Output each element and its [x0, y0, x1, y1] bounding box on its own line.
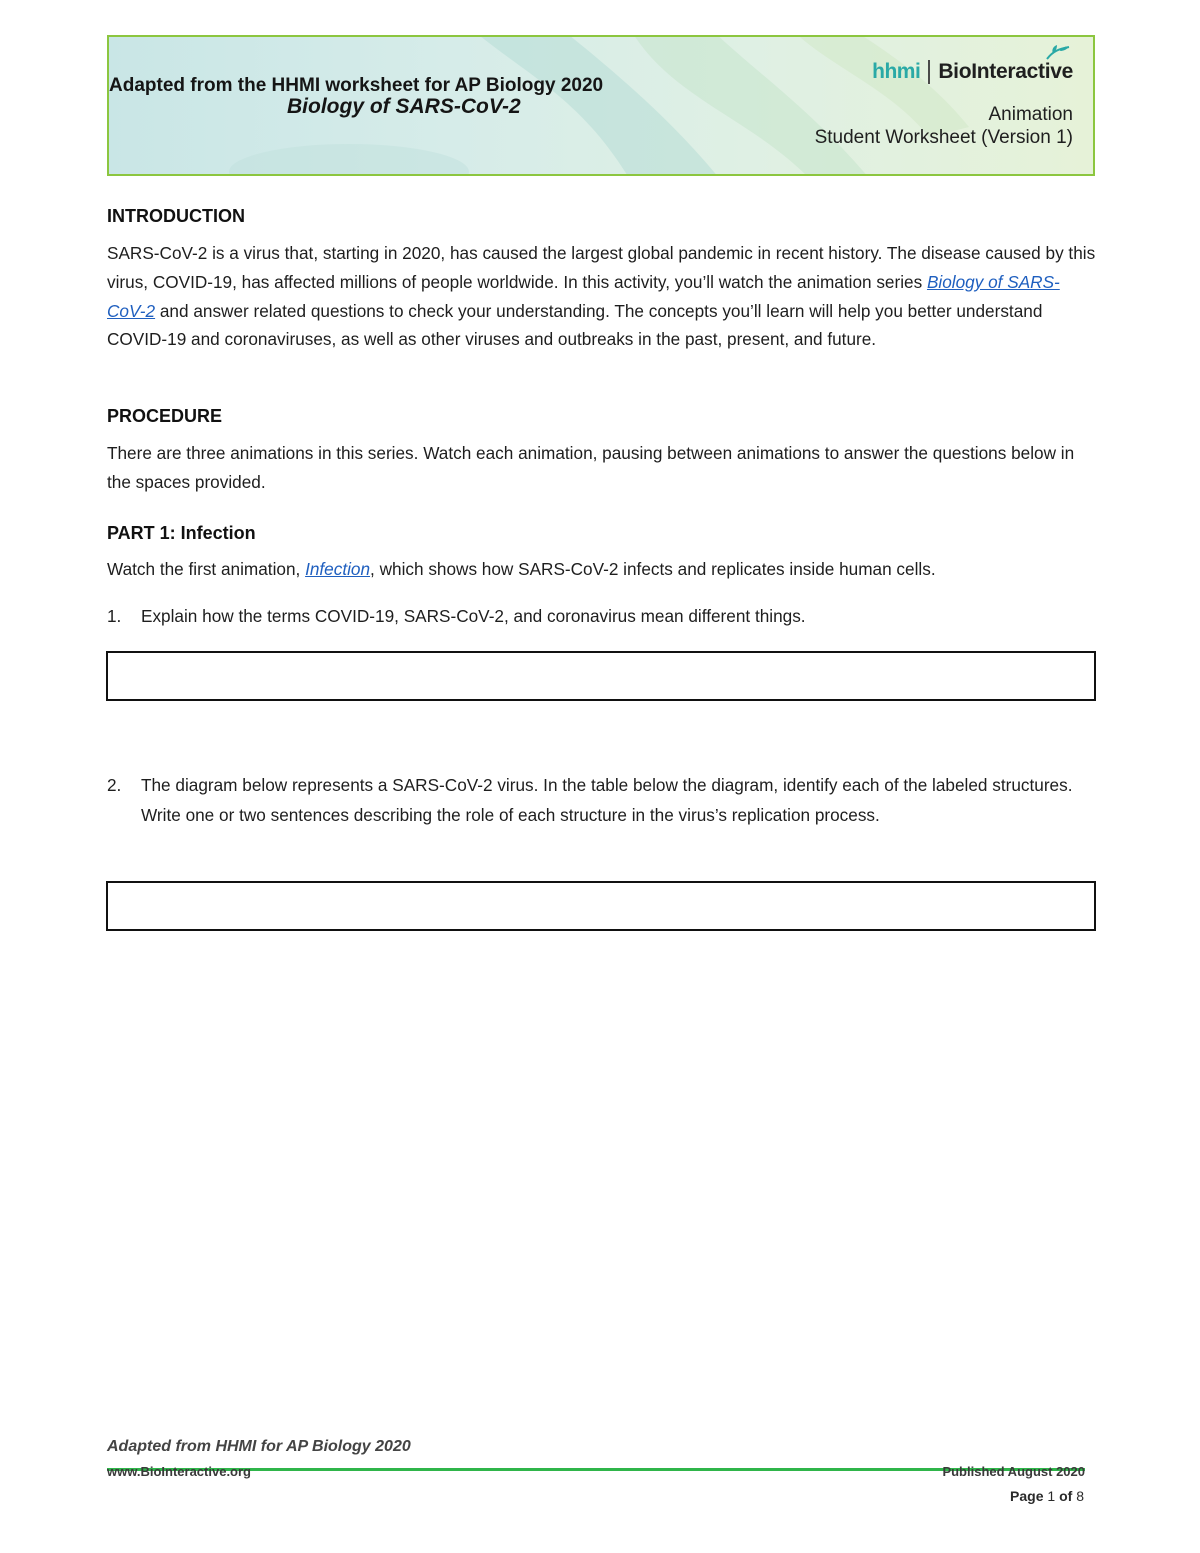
page-of: of: [1055, 1488, 1077, 1504]
answer-box-2[interactable]: [106, 881, 1096, 931]
question-text: The diagram below represents a SARS-CoV-2 virus. In the table below the diagram, identify each of the labeled structures. Write one or two sentences describing the role of each structure in the virus’s replication process.: [141, 775, 1073, 825]
banner-right-labels: [815, 103, 1073, 149]
page-total: 8: [1076, 1488, 1084, 1504]
sprout-icon: [1043, 43, 1073, 63]
question-number: 1.: [107, 606, 122, 626]
answer-box-1[interactable]: [106, 651, 1096, 701]
footer-url[interactable]: www.BioInteractive.org: [107, 1464, 251, 1479]
intro-text-1: SARS-CoV-2 is a virus that, starting in 2020, has caused the largest global pandemic in recent history. The disease caused by this virus, COVID-19, has affected millions of people worldwide. In this activity, you’ll watch the animation series: [107, 243, 1096, 292]
introduction-paragraph: [107, 239, 1097, 354]
part1-heading: PART 1: Infection: [107, 523, 256, 543]
introduction-heading: INTRODUCTION: [107, 206, 245, 226]
document-title: Biology of SARS-CoV-2: [287, 95, 521, 118]
logo-biointeractive: BioInteractive: [938, 60, 1073, 83]
part1-text-2: , which shows how SARS-CoV-2 infects and replicates inside human cells.: [370, 559, 936, 579]
header-banner: [107, 35, 1095, 176]
page-current: 1: [1047, 1488, 1056, 1504]
footer-divider: [107, 1468, 1085, 1471]
question-2: [107, 770, 1097, 830]
hhmi-biointeractive-logo: [872, 57, 1073, 87]
page-label: Page: [1010, 1488, 1048, 1504]
logo-hhmi: hhmi: [872, 60, 921, 83]
resource-type: Animation: [988, 104, 1073, 125]
series-link[interactable]: Biology of SARS-CoV-2: [107, 271, 1060, 321]
worksheet-version: Student Worksheet (Version 1): [814, 127, 1073, 148]
infection-link[interactable]: Infection: [305, 559, 371, 579]
part1-paragraph: [107, 555, 1097, 584]
intro-text-2: and answer related questions to check your understanding. The concepts you’ll learn will help you better understand COVID-19 and coronaviruses, as well as other viruses and outbreaks in the past, present, and future.: [107, 300, 1043, 350]
footer-published: Published August 2020: [942, 1464, 1085, 1479]
banner-adapted-line: Adapted from the HHMI worksheet for AP Biology 2020: [109, 75, 604, 96]
logo-divider: [928, 60, 930, 84]
page-number: [1010, 1488, 1084, 1504]
procedure-heading: PROCEDURE: [107, 406, 223, 426]
footer-adapted: Adapted from HHMI for AP Biology 2020: [107, 1438, 411, 1455]
part1-text-1: Watch the first animation,: [107, 559, 306, 579]
procedure-paragraph: There are three animations in this series. Watch each animation, pausing between animations to answer the questions below in the spaces provided.: [107, 443, 1075, 492]
question-number: 2.: [107, 775, 122, 795]
question-1: [107, 601, 1097, 631]
question-text: Explain how the terms COVID-19, SARS-CoV-2, and coronavirus mean different things.: [141, 606, 806, 626]
